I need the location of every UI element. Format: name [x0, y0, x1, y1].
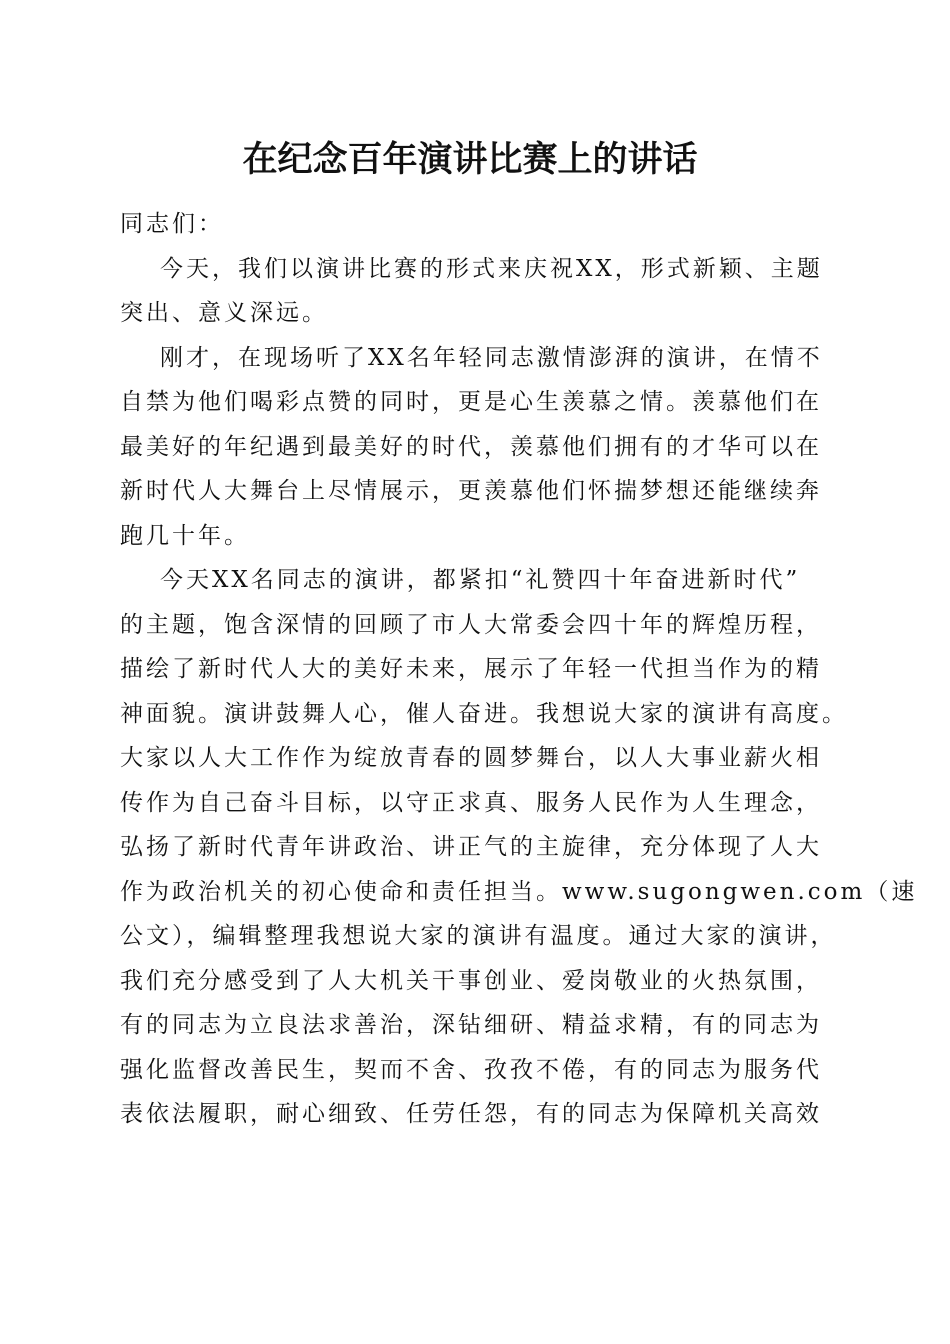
body-line: 表依法履职，耐心细致、任劳任怨，有的同志为保障机关高效 [120, 1101, 822, 1127]
document-body [120, 202, 918, 1137]
body-line: 作为政治机关的初心使命和责任担当。www.sugongwen.com（速 [120, 878, 918, 905]
body-line: 今天XX名同志的演讲，都紧扣“礼赞四十年奋进新时代” [160, 567, 801, 593]
body-line: 有的同志为立良法求善治，深钻细研、精益求精，有的同志为 [120, 1012, 822, 1038]
body-line: 公文），编辑整理我想说大家的演讲有温度。通过大家的演讲， [120, 923, 837, 949]
body-line: 跑几十年。 [120, 522, 250, 549]
body-line: 我们充分感受到了人大机关干事创业、爱岗敬业的火热氛围， [120, 967, 822, 994]
body-line: 新时代人大舞台上尽情展示，更羡慕他们怀揣梦想还能继续奔 [120, 478, 822, 504]
body-line: 大家以人大工作作为绽放青春的圆梦舞台，以人大事业薪火相 [120, 745, 822, 771]
body-line: 今天，我们以演讲比赛的形式来庆祝XX，形式新颖、主题 [160, 255, 823, 282]
body-line: 同志们： [120, 211, 224, 237]
body-line: 传作为自己奋斗目标，以守正求真、服务人民作为人生理念， [120, 789, 822, 816]
body-line: 的主题，饱含深情的回顾了市人大常委会四十年的辉煌历程， [120, 611, 822, 638]
document-title: 在纪念百年演讲比赛上的讲话 [242, 139, 698, 180]
body-line: 强化监督改善民生，契而不舍、孜孜不倦，有的同志为服务代 [120, 1056, 822, 1083]
body-line: 自禁为他们喝彩点赞的同时，更是心生羡慕之情。羡慕他们在 [120, 389, 822, 415]
body-line: 神面貌。演讲鼓舞人心，催人奋进。我想说大家的演讲有高度。 [120, 700, 848, 727]
body-line: 最美好的年纪遇到最美好的时代，羡慕他们拥有的才华可以在 [120, 433, 822, 460]
body-line: 描绘了新时代人大的美好未来，展示了年轻一代担当作为的精 [120, 656, 822, 682]
body-line: 突出、意义深远。 [120, 300, 328, 326]
body-line: 刚才，在现场听了XX名年轻同志激情澎湃的演讲，在情不 [160, 344, 823, 371]
body-line: 弘扬了新时代青年讲政治、讲正气的主旋律，充分体现了人大 [120, 834, 822, 860]
